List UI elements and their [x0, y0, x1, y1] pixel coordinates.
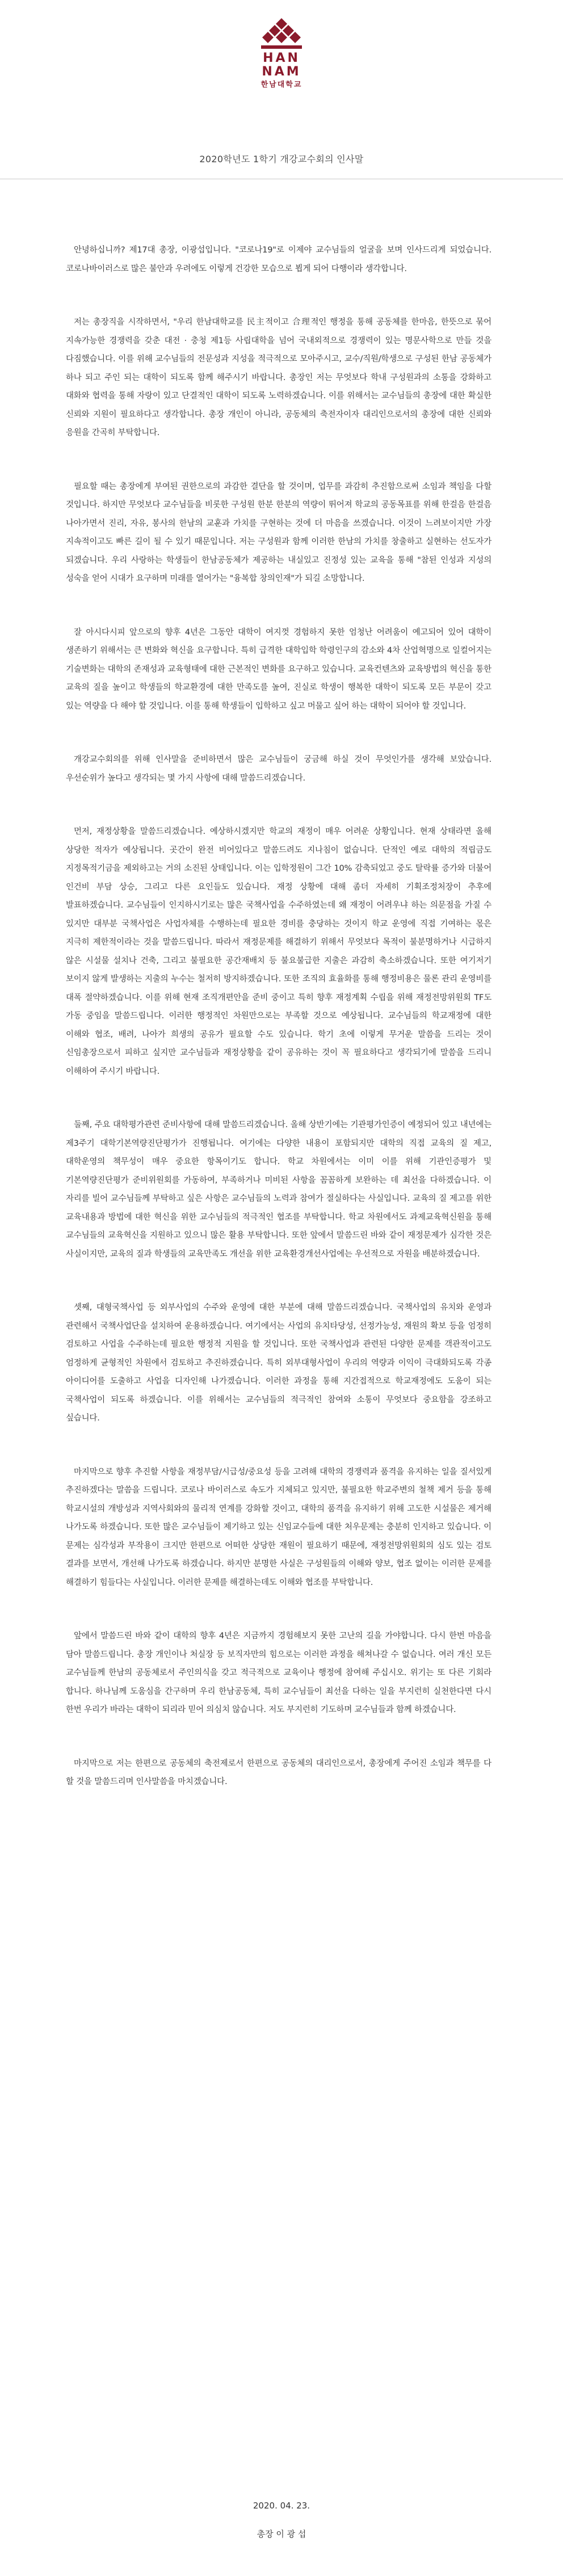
- paragraph-gap: [66, 588, 491, 623]
- page-title: 2020학년도 1학기 개강교수회의 인사말: [199, 154, 364, 165]
- paragraph-finance: 먼저, 재정상황을 말씀드리겠습니다. 예상하시겠지만 학교의 재정이 매우 어려운 상황입니다. 현재 상태라면 올해 상당한 적자가 예상됩니다. 곳간이 완전 비어있다고 말씀드려도 지나침이 없습니다. 단적인 예로 대학의 적립금도 지정목적기금을 제외하고는 거의 소진된 상태입니다. 이는 입학정원이 그간 10% 감축되었고 중도 탈락률 증가와 더불어 인건비 부담 상승, 그리고 다른 요인들도 있습니다. 재정 상황에 대해 좀더 자세히 기획조정처장이 추후에 발표하겠습니다. 교수님들이 인지하시기로는 많은 국책사업을 수주하였는데 왜 재정이 어려우냐 하는 의문점을 가질 수 있지만 대부분 국책사업은 사업자체를 수행하는데 필요한 경비를 충당하는 것이지 학교 운영에 직접 기여하는 몫은 지극히 제한적이라는 것을 말씀드립니다. 따라서 재정문제를 해결하기 위해서 무엇보다 목적이 불분명하거나 시급하지 않은 시설물 설치나 건축, 그리고 불필요한 공간재배치 등 불요불급한 지출은 과감히 축소하겠습니다. 또한 여기저기 보이지 않게 발생하는 지출의 누수는 철저히 방지하겠습니다. 또한 조직의 효율화를 통해 행정비용은 물론 관리 운영비를 대폭 절약하겠습니다. 이를 위해 현재 조직개편안을 준비 중이고 특히 향후 재정계획 수립을 위해 재정전망위원회 TF도 가동 중임을 말씀드립니다. 이러한 행정적인 차원만으로는 부족할 것으로 예상됩니다. 교수님들의 학교재정에 대한 이해와 협조, 배려, 나아가 희생의 공유가 필요할 수도 있습니다. 학기 초에 이렇게 무거운 말씀을 드리는 것이 신임총장으로서 피하고 싶지만 교수님들과 재정상황을 같이 공유하는 것이 꼭 필요하다고 생각되기에 말씀을 드리니 이해하여 주시기 바랍니다.: [66, 827, 492, 1076]
- paragraph-gap: [66, 1719, 491, 1755]
- paragraph-gap: [66, 1592, 491, 1627]
- paragraph-closing: 마지막으로 저는 한편으로 공동체의 축전제로서 한편으로 공동체의 대리인으로서, 총장에게 주어진 소임과 책무를 다 할 것을 말씀드리며 인사말씀을 마치겠습니다.: [66, 1759, 491, 1786]
- hannam-university-logo[interactable]: [253, 17, 310, 92]
- paragraph-vision: 저는 총장직을 시작하면서, "우리 한남대학교를 民主적이고 合理적인 행정을 통해 공동체를 한마음, 한뜻으로 묶어 지속가능한 경쟁력을 갖춘 대전 · 충청 제1등 사립대학을 넘어 국내외적으로 경쟁력이 있는 명문사학으로 만들 것을 다짐했습니다. 이를 위해 교수님들의 전문성과 지성을 적극적으로 모아주시고, 교수/직원/학생으로 구성된 한남 공동체가 하나 되고 주인 되는 대학이 되도록 함께 해주시기 바랍니다. 총장인 저는 무엇보다 학내 구성원과의 소통을 강화하고 대화와 협력을 통해 자랑이 있고 단결적인 대학이 되도록 노력하겠습니다. 이를 위해서는 교수님들의 총장에 대한 확실한 신뢰와 지원이 필요하다고 생각합니다. 총장 개인이 아니라, 공동체의 축전자이자 대리인으로서의 총장에 대한 신뢰와 응원을 간곡히 부탁합니다.: [66, 318, 491, 437]
- paragraph-gap: [66, 715, 491, 751]
- paragraph-leadership: 필요할 때는 총장에게 부여된 권한으로의 과감한 결단을 할 것이며, 업무를 과감히 추진함으로써 소임과 책임을 다할 것입니다. 하지만 무엇보다 교수님들을 비롯한 구성원 한분 한분의 역량이 뛰어져 학교의 공동목표를 위해 한걸음 한걸음 나아가면서 진리, 자유, 봉사의 한남의 교훈과 가치를 구현하는 것에 더 마음을 쓰겠습니다. 이것이 느려보이지만 가장 지속적이고도 빠른 길이 될 수 있기 때문입니다. 저는 구성원과 함께 이러한 한남의 가치를 창출하고 실현하는 선도자가 되겠습니다. 우리 사랑하는 학생들이 한남공동체가 제공하는 내실있고 진정성 있는 교육을 통해 "참된 인성과 지성의 성숙을 얻어 시대가 요구하며 미래를 열어가는 "융복합 창의인재"가 되길 소망합니다.: [66, 482, 491, 583]
- logo-text-nam: NAM: [262, 65, 301, 79]
- paragraph-gap: [66, 1263, 491, 1298]
- logo-text-han: HAN: [263, 51, 300, 65]
- speech-body: [66, 241, 491, 1791]
- logo-text-korean: 한남대학교: [261, 81, 302, 89]
- paragraph-challenges: 잘 아시다시피 앞으로의 향후 4년은 그동안 대학이 여지껏 경험하지 못한 엄청난 어려움이 예고되어 있어 대학이 생존하기 위해서는 큰 변화와 혁신을 요구합니다. 특히 급격한 대학입학 학령인구의 감소와 4차 산업혁명으로 일컬어지는 기술변화는 대학의 존재성과 교육형태에 대한 근본적인 변화를 요구하고 있습니다. 교육컨텐츠와 교육방법의 혁신을 통한 교육의 질을 높이고 학생들의 학교환경에 대한 만족도를 높여, 진실로 학생이 행복한 대학이 되도록 모든 부문이 갖고 있는 역량을 다 해야 할 것입니다. 이를 통해 학생들이 입학하고 싶고 머물고 싶어 하는 대학이 되어야 할 것입니다.: [66, 627, 491, 711]
- paragraph-future-plans: 마지막으로 향후 추진할 사항을 재정부담/시급성/중요성 등을 고려해 대학의 경쟁력과 품격을 유지하는 일을 질서있게 추진하겠다는 말씀을 드립니다. 코로나 바이러스로 속도가 지체되고 있지만, 불필요한 학교주변의 철책 제거 등을 통해 학교시설의 개방성과 지역사회와의 물리적 연계를 강화할 것이고, 대학의 품격을 유지하기 위해 고도한 시설물은 제거해 나가도록 하겠습니다. 또한 많은 교수님들이 제기하고 있는 신임교수들에 대한 처우문제는 충분히 인지하고 있습니다. 이 문제는 심각성과 부작용이 크지만 한편으로 어떠한 상당한 재원이 필요하기 때문에, 재정전망위원회의 심도 있는 검토 결과를 보면서, 개선해 나가도록 하겠습니다. 하지만 분명한 사실은 구성원들의 이해와 양보, 협조 없이는 이러한 문제를 해결하기 힘들다는 사실입니다. 이러한 문제를 해결하는데도 이해와 협조를 부탁합니다.: [66, 1467, 491, 1587]
- paragraph-appeal: 앞에서 말씀드린 바와 같이 대학의 향후 4년은 지금까지 경험해보지 못한 고난의 길을 가야합니다. 다시 한번 마음을 담아 말씀드립니다. 총장 개인이나 처실장 등 보직자만의 힘으로는 이러한 과정을 해쳐나갈 수 없습니다. 여러 개신 모든 교수님들께 한남의 공동체로서 주인의식을 갖고 적극적으로 교육이나 행정에 참여해 주십시오. 위기는 또 다른 기회라 합니다. 하나님께 도움심을 간구하며 우리 한남공동체, 특히 교수님들이 최선을 다하는 일을 부지런히 실천한다면 다시 한번 우리가 바라는 대학이 되리라 믿어 의심치 않습니다. 저도 부지런히 기도하며 교수님들과 함께 하겠습니다.: [66, 1631, 491, 1714]
- paragraph-gap: [66, 278, 491, 313]
- paragraph-greeting: 안녕하십니까? 제17대 총장, 이광섭입니다. "코로나19"로 이제야 교수님들의 얼굴을 보며 인사드리게 되었습니다. 코로나바이러스로 많은 불안과 우려에도 이렇게 건강한 모습으로 뵙게 되어 다행이라 생각합니다.: [66, 246, 491, 273]
- speech-signature: 총장 이 광 섭: [257, 2529, 306, 2539]
- paragraph-intro-topics: 개강교수회의를 위해 인사말을 준비하면서 많은 교수님들이 궁금해 하실 것이 무엇인가를 생각해 보았습니다. 우선순위가 높다고 생각되는 몇 가지 사항에 대해 말씀드리겠습니다.: [66, 755, 491, 783]
- logo-emblem-icon: [253, 17, 310, 51]
- speech-date: 2020. 04. 23.: [253, 2501, 310, 2511]
- paragraph-gap: [66, 1081, 491, 1116]
- paragraph-evaluation: 둘째, 주요 대학평가관련 준비사항에 대해 말씀드리겠습니다. 올해 상반기에는 기관평가인증이 예정되어 있고 내년에는 제3주기 대학기본역량진단평가가 진행됩니다. 여기에는 다양한 내용이 포함되지만 대학의 직접 교육의 질 제고, 대학운영의 책무성이 매우 중요한 항목이기도 합니다. 학교 차원에서는 이미 이를 위해 기관인증평가 및 기본역량진단평가 준비위원회를 가동하여, 부족하거나 미비된 사항을 꼼꼼하게 보완하는 데 최선을 다하겠습니다. 이 자리를 빌어 교수님들께 부탁하고 싶은 사항은 교수님들의 노력과 참여가 절실하다는 사실입니다. 교육의 질 제고를 위한 교육내용과 방법에 대한 혁신을 위한 교수님들의 적극적인 협조를 부탁합니다. 학교 차원에서도 과제교육혁신원을 통해 교수님들의 교육혁신을 지원하고 있으니 많은 활용 부탁합니다. 또한 앞에서 말씀드린 바와 같이 재정문제가 심각한 것은 사실이지만, 교육의 질과 학생들의 교육만족도 개선을 위한 교육환경개선사업에는 우선적으로 자원을 배분하겠습니다.: [66, 1120, 491, 1259]
- paragraph-gap: [66, 787, 491, 823]
- paragraph-gap: [66, 442, 491, 478]
- paragraph-national-projects: 셋째, 대형국책사업 등 외부사업의 수주와 운영에 대한 부분에 대해 말씀드리겠습니다. 국책사업의 유치와 운영과 관련해서 국책사업단을 설치하여 운용하겠습니다. 여기에서는 사업의 유치타당성, 선정가능성, 재원의 확보 등을 엄정히 검토하고 사업을 수주하는데 필요한 행정적 지원을 할 것입니다. 또한 국책사업과 관련된 다양한 문제를 객관적이고도 엄정하게 균형적인 차원에서 검토하고 추진하겠습니다. 특히 외부대형사업이 우리의 역량과 이익이 극대화되도록 각종 아이디어를 도출하고 사업을 디자인해 나가겠습니다. 이러한 과정을 통해 지간접적으로 학교재정에도 도움이 되는 국책사업이 되도록 하겠습니다. 이를 위해서는 교수님들의 적극적인 참여와 소통이 무엇보다 중요함을 강조하고 싶습니다.: [66, 1303, 491, 1423]
- paragraph-gap: [66, 1428, 491, 1463]
